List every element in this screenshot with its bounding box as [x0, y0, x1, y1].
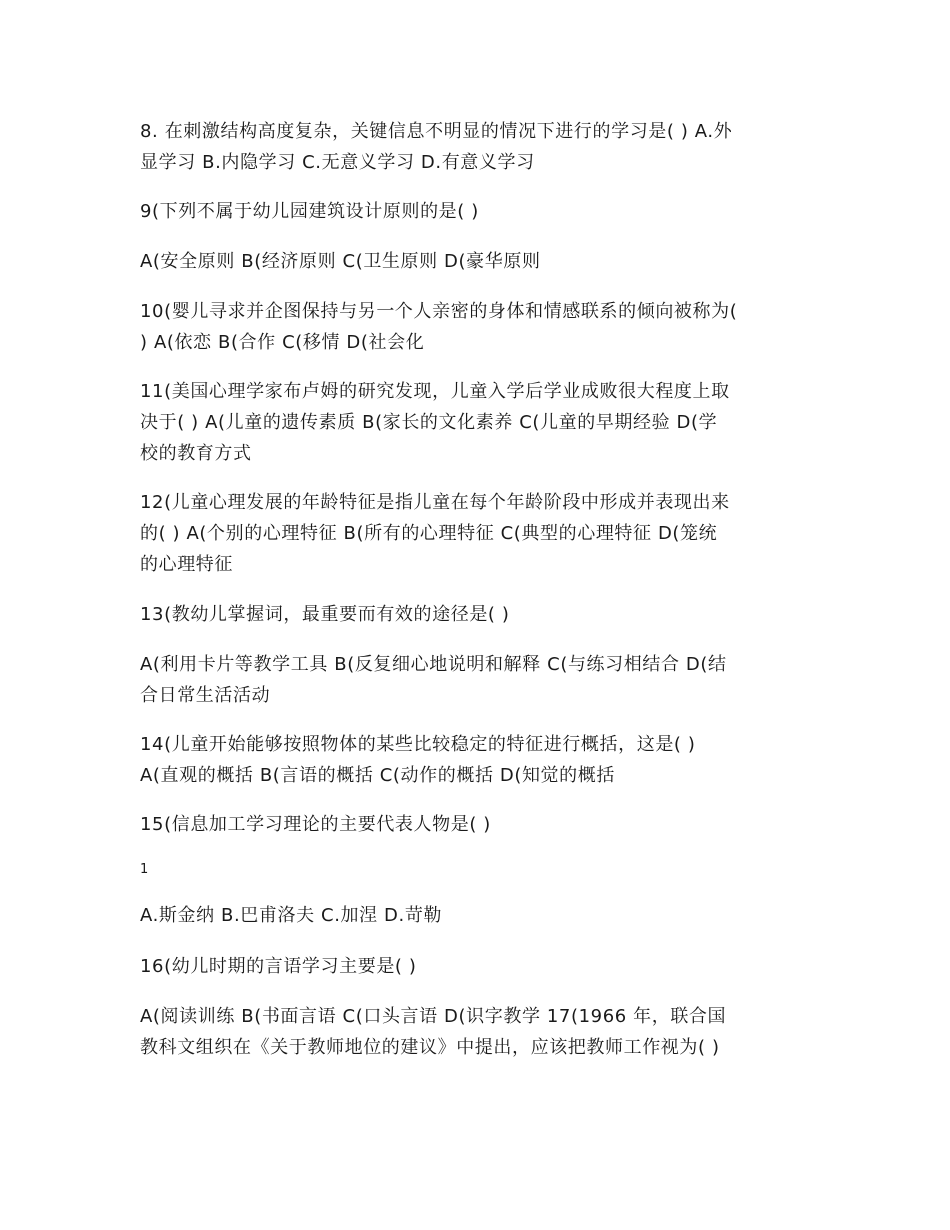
text-line: A(直观的概括 B(言语的概括 C(动作的概括 D(知觉的概括	[140, 765, 615, 786]
page-number: 1	[140, 862, 149, 877]
question-16-options	[140, 1001, 815, 1063]
text-line: 9(下列不属于幼儿园建筑设计原则的是( )	[140, 201, 479, 222]
question-15-options	[140, 900, 815, 931]
question-13	[140, 599, 815, 630]
question-9	[140, 196, 815, 227]
text-line: A(阅读训练 B(书面言语 C(口头言语 D(识字教学 17(1966 年，联合国	[140, 1006, 727, 1027]
text-line: A(利用卡片等教学工具 B(反复细心地说明和解释 C(与练习相结合 D(结	[140, 654, 727, 675]
question-11	[140, 376, 815, 469]
question-13-options	[140, 649, 815, 711]
text-line: 决于( ) A(儿童的遗传素质 B(家长的文化素养 C(儿童的早期经验 D(学	[140, 412, 718, 433]
text-line: A(安全原则 B(经济原则 C(卫生原则 D(豪华原则	[140, 251, 541, 272]
question-16	[140, 951, 815, 982]
question-12	[140, 487, 815, 580]
text-line: 10(婴儿寻求并企图保持与另一个人亲密的身体和情感联系的倾向被称为(	[140, 301, 738, 322]
text-line: 显学习 B.内隐学习 C.无意义学习 D.有意义学习	[140, 152, 535, 173]
text-line: 11(美国心理学家布卢姆的研究发现，儿童入学后学业成败很大程度上取	[140, 381, 730, 402]
text-line: 合日常生活活动	[140, 685, 271, 706]
question-9-options	[140, 246, 815, 277]
text-line: 14(儿童开始能够按照物体的某些比较稳定的特征进行概括，这是( )	[140, 734, 696, 755]
text-line: 13(教幼儿掌握词，最重要而有效的途径是( )	[140, 604, 510, 625]
text-line: 15(信息加工学习理论的主要代表人物是( )	[140, 814, 491, 835]
text-line: 的心理特征	[140, 554, 233, 575]
question-14	[140, 729, 815, 791]
text-line: 16(幼儿时期的言语学习主要是( )	[140, 956, 417, 977]
text-line: ) A(依恋 B(合作 C(移情 D(社会化	[140, 332, 425, 353]
text-line: 8. 在刺激结构高度复杂，关键信息不明显的情况下进行的学习是( ) A.外	[140, 121, 733, 142]
question-8	[140, 116, 815, 178]
question-15	[140, 809, 815, 840]
text-line: 教科文组织在《关于教师地位的建议》中提出，应该把教师工作视为( )	[140, 1037, 720, 1058]
question-10	[140, 296, 815, 358]
text-line: A.斯金纳 B.巴甫洛夫 C.加涅 D.苛勒	[140, 905, 443, 926]
text-line: 12(儿童心理发展的年龄特征是指儿童在每个年龄阶段中形成并表现出来	[140, 492, 730, 513]
text-line: 校的教育方式	[140, 443, 252, 464]
text-line: 的( ) A(个别的心理特征 B(所有的心理特征 C(典型的心理特征 D(笼统	[140, 523, 718, 544]
